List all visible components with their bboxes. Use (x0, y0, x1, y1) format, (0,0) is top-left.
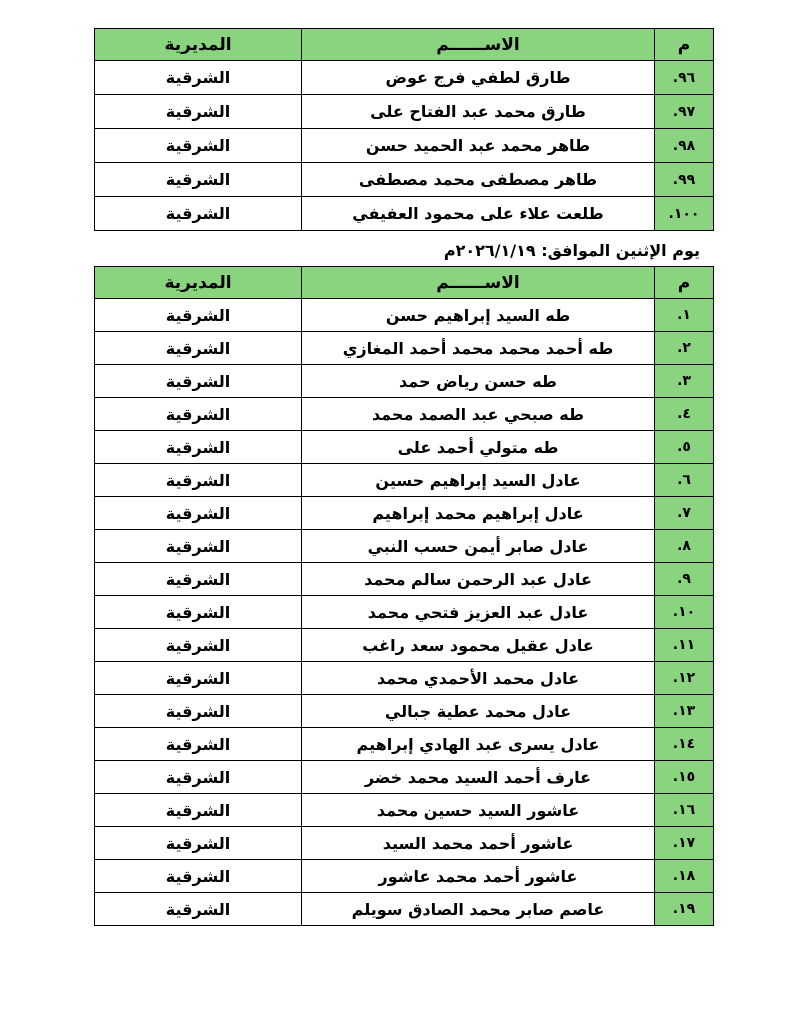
table-row (95, 893, 714, 926)
cell-name: طارق محمد عبد الفتاح على (302, 95, 655, 129)
cell-num: ١٦. (655, 794, 714, 827)
header-row (95, 267, 714, 299)
cell-num: ٢. (655, 332, 714, 365)
cell-dir: الشرقية (95, 629, 302, 662)
roster-table-1-body (95, 61, 714, 231)
cell-num: ٩٧. (655, 95, 714, 129)
header-cell-name: الاســــــم (302, 29, 655, 61)
roster-table-2-body (95, 299, 714, 926)
roster-table-1-header (95, 29, 714, 61)
cell-dir: الشرقية (95, 398, 302, 431)
table-row (95, 794, 714, 827)
cell-num: ٨. (655, 530, 714, 563)
cell-num: ١٤. (655, 728, 714, 761)
cell-dir: الشرقية (95, 728, 302, 761)
cell-dir: الشرقية (95, 129, 302, 163)
cell-dir: الشرقية (95, 163, 302, 197)
table-row (95, 497, 714, 530)
table-row (95, 464, 714, 497)
cell-dir: الشرقية (95, 596, 302, 629)
cell-num: ١١. (655, 629, 714, 662)
cell-name: طارق لطفي فرج عوض (302, 61, 655, 95)
cell-dir: الشرقية (95, 332, 302, 365)
cell-dir: الشرقية (95, 827, 302, 860)
cell-dir: الشرقية (95, 197, 302, 231)
cell-dir: الشرقية (95, 365, 302, 398)
cell-name: طه أحمد محمد محمد أحمد المغازي (302, 332, 655, 365)
cell-name: عادل إبراهيم محمد إبراهيم (302, 497, 655, 530)
cell-num: ٤. (655, 398, 714, 431)
cell-name: طه صبحي عبد الصمد محمد (302, 398, 655, 431)
roster-table-2-header (95, 267, 714, 299)
cell-num: ٩. (655, 563, 714, 596)
table-row (95, 163, 714, 197)
cell-num: ١. (655, 299, 714, 332)
header-cell-directorate: المديرية (95, 29, 302, 61)
cell-name: عادل السيد إبراهيم حسين (302, 464, 655, 497)
table-row (95, 95, 714, 129)
table-row (95, 629, 714, 662)
cell-num: ١٩. (655, 893, 714, 926)
header-cell-num: م (655, 29, 714, 61)
table-row (95, 860, 714, 893)
header-cell-num: م (655, 267, 714, 299)
table-row (95, 129, 714, 163)
cell-dir: الشرقية (95, 794, 302, 827)
cell-name: عاشور السيد حسين محمد (302, 794, 655, 827)
cell-dir: الشرقية (95, 563, 302, 596)
cell-dir: الشرقية (95, 695, 302, 728)
table-row (95, 398, 714, 431)
cell-name: عادل محمد عطية جبالي (302, 695, 655, 728)
cell-num: ١٠٠. (655, 197, 714, 231)
table-row (95, 761, 714, 794)
cell-num: ١٧. (655, 827, 714, 860)
date-line: يوم الإثنين الموافق: ٢٠٢٦/١/١٩م (443, 241, 700, 260)
cell-name: عادل محمد الأحمدي محمد (302, 662, 655, 695)
roster-table-2 (94, 266, 714, 926)
cell-dir: الشرقية (95, 497, 302, 530)
cell-name: طاهر محمد عبد الحميد حسن (302, 129, 655, 163)
cell-name: عادل عقيل محمود سعد راغب (302, 629, 655, 662)
cell-dir: الشرقية (95, 431, 302, 464)
cell-num: ٩٩. (655, 163, 714, 197)
table-row (95, 596, 714, 629)
cell-num: ١٠. (655, 596, 714, 629)
cell-num: ٥. (655, 431, 714, 464)
cell-num: ٧. (655, 497, 714, 530)
cell-dir: الشرقية (95, 61, 302, 95)
cell-dir: الشرقية (95, 299, 302, 332)
cell-dir: الشرقية (95, 662, 302, 695)
table-row (95, 197, 714, 231)
header-cell-name: الاســــــم (302, 267, 655, 299)
cell-name: عادل عبد العزيز فتحي محمد (302, 596, 655, 629)
cell-name: عارف أحمد السيد محمد خضر (302, 761, 655, 794)
cell-name: طه السيد إبراهيم حسن (302, 299, 655, 332)
cell-dir: الشرقية (95, 761, 302, 794)
table-row (95, 563, 714, 596)
cell-name: عادل صابر أيمن حسب النبي (302, 530, 655, 563)
cell-name: عاشور أحمد محمد عاشور (302, 860, 655, 893)
table-row (95, 332, 714, 365)
cell-num: ١٢. (655, 662, 714, 695)
cell-name: عادل يسرى عبد الهادي إبراهيم (302, 728, 655, 761)
table-row (95, 662, 714, 695)
cell-num: ٩٦. (655, 61, 714, 95)
cell-num: ١٣. (655, 695, 714, 728)
cell-num: ٩٨. (655, 129, 714, 163)
cell-name: طه حسن رياض حمد (302, 365, 655, 398)
table-row (95, 61, 714, 95)
table-row (95, 827, 714, 860)
cell-name: عاشور أحمد محمد السيد (302, 827, 655, 860)
table-row (95, 365, 714, 398)
cell-dir: الشرقية (95, 530, 302, 563)
table-row (95, 299, 714, 332)
cell-dir: الشرقية (95, 95, 302, 129)
cell-num: ٣. (655, 365, 714, 398)
header-row (95, 29, 714, 61)
cell-name: طاهر مصطفى محمد مصطفى (302, 163, 655, 197)
roster-table-1 (94, 28, 714, 231)
cell-dir: الشرقية (95, 893, 302, 926)
cell-name: عادل عبد الرحمن سالم محمد (302, 563, 655, 596)
cell-name: طلعت علاء على محمود العفيفي (302, 197, 655, 231)
cell-name: طه متولي أحمد على (302, 431, 655, 464)
header-cell-directorate: المديرية (95, 267, 302, 299)
table-row (95, 728, 714, 761)
table-row (95, 695, 714, 728)
cell-dir: الشرقية (95, 860, 302, 893)
cell-num: ٦. (655, 464, 714, 497)
table-row (95, 530, 714, 563)
cell-name: عاصم صابر محمد الصادق سويلم (302, 893, 655, 926)
cell-dir: الشرقية (95, 464, 302, 497)
table-row (95, 431, 714, 464)
cell-num: ١٥. (655, 761, 714, 794)
cell-num: ١٨. (655, 860, 714, 893)
